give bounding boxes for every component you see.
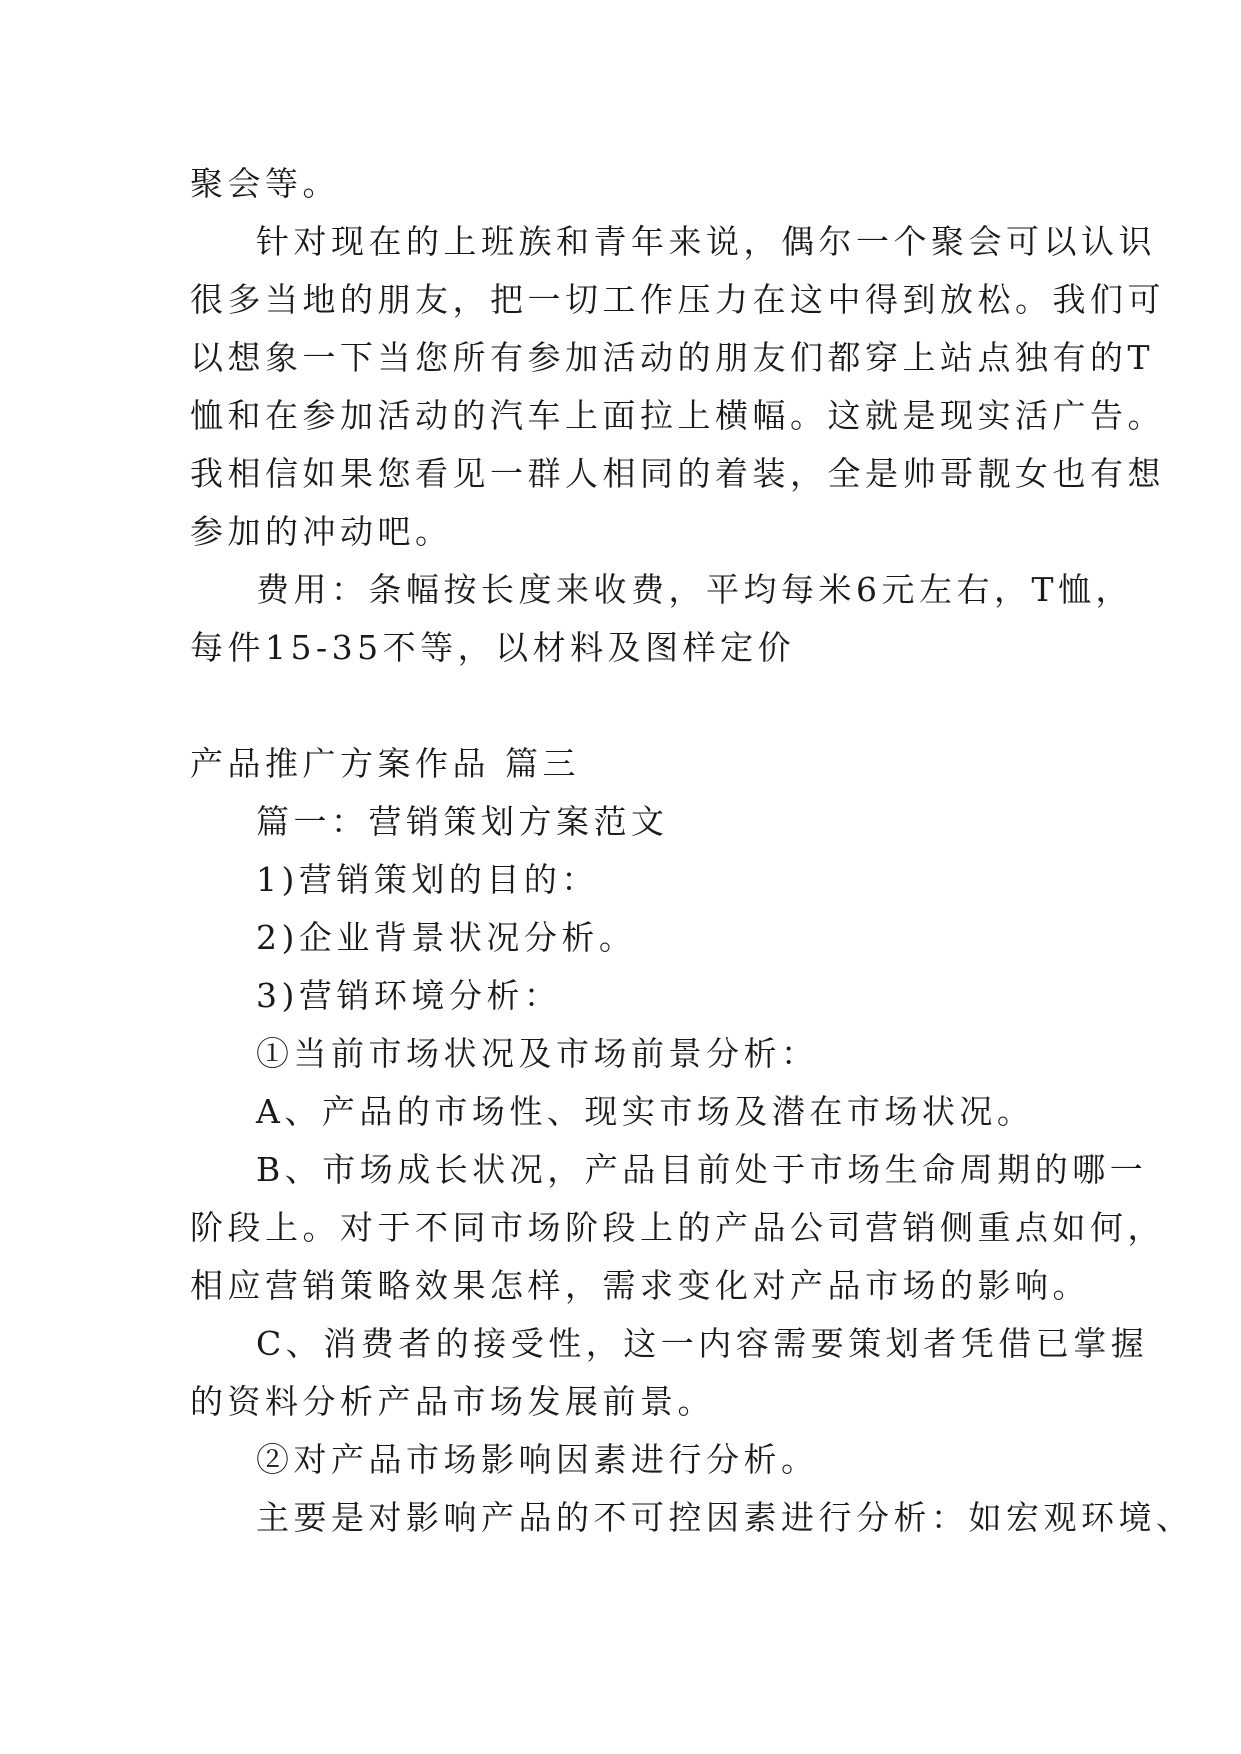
paragraph-line: B、市场成长状况，产品目前处于市场生命周期的哪一: [256, 1150, 1148, 1189]
paragraph-line: 聚会等。: [190, 164, 340, 203]
paragraph-line: 阶段上。对于不同市场阶段上的产品公司营销侧重点如何，: [190, 1208, 1165, 1247]
paragraph-line: 恤和在参加活动的汽车上面拉上横幅。这就是现实活广告。: [190, 396, 1165, 435]
list-item: 1)营销策划的目的：: [256, 860, 599, 899]
list-item: 2)企业背景状况分析。: [256, 918, 637, 957]
blank-line: [190, 677, 1070, 735]
paragraph-line: 很多当地的朋友，把一切工作压力在这中得到放松。我们可: [190, 280, 1165, 319]
list-item: 3)营销环境分析：: [256, 976, 562, 1015]
paragraph-line: C、消费者的接受性，这一内容需要策划者凭借已掌握: [256, 1324, 1149, 1363]
paragraph-line: 篇一：营销策划方案范文: [256, 802, 669, 841]
paragraph-line: 参加的冲动吧。: [190, 512, 453, 551]
paragraph-line: 每件15-35不等，以材料及图样定价: [190, 628, 796, 667]
paragraph-line: A、产品的市场性、现实市场及潜在市场状况。: [256, 1092, 1035, 1131]
document-body: [190, 155, 1194, 1547]
paragraph-line: 费用：条幅按长度来收费，平均每米6元左右，T恤，: [256, 570, 1134, 609]
list-item: ②对产品市场影响因素进行分析。: [256, 1440, 819, 1479]
paragraph-line: 相应营销策略效果怎样，需求变化对产品市场的影响。: [190, 1266, 1090, 1305]
list-item: ①当前市场状况及市场前景分析：: [256, 1034, 819, 1073]
section-heading: 产品推广方案作品 篇三: [190, 744, 580, 783]
paragraph-line: 针对现在的上班族和青年来说，偶尔一个聚会可以认识: [256, 222, 1156, 261]
paragraph-line: 以想象一下当您所有参加活动的朋友们都穿上站点独有的T: [190, 338, 1155, 377]
paragraph-line: 我相信如果您看见一群人相同的着装，全是帅哥靓女也有想: [190, 454, 1165, 493]
paragraph-line: 主要是对影响产品的不可控因素进行分析：如宏观环境、: [256, 1498, 1194, 1537]
paragraph-line: 的资料分析产品市场发展前景。: [190, 1382, 715, 1421]
